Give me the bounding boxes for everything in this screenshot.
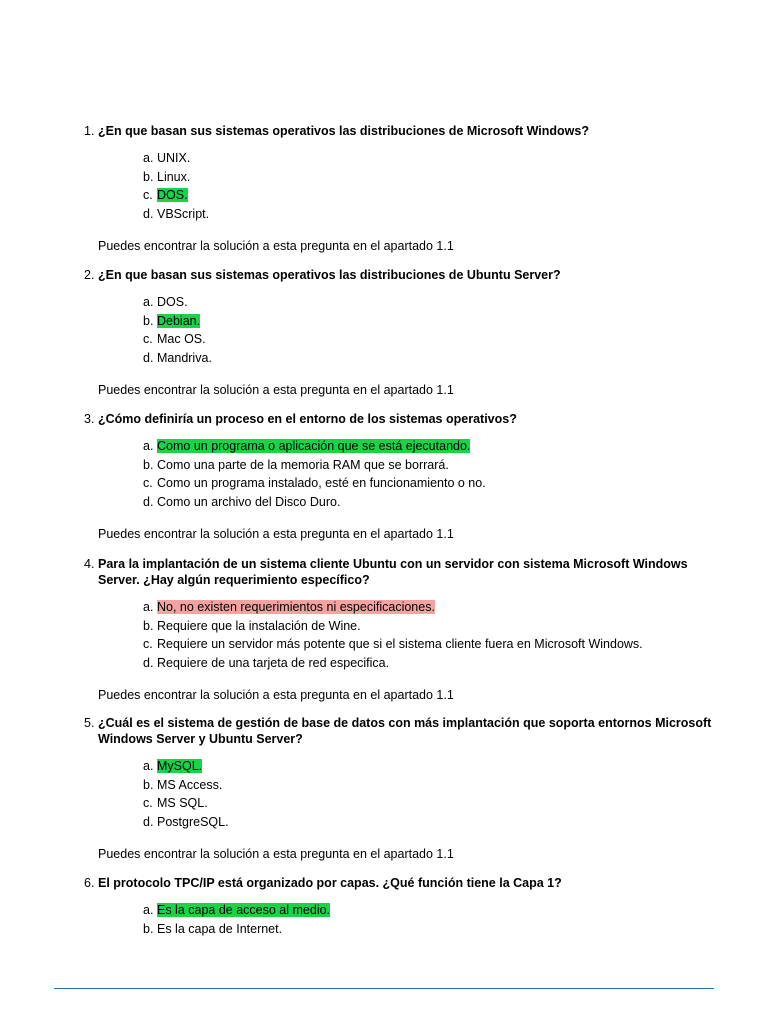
- option-letter: d.: [143, 814, 154, 829]
- question-number: 5.: [84, 716, 95, 730]
- option-d: [84, 654, 724, 673]
- option-b: [84, 617, 724, 636]
- option-letter: b.: [143, 921, 154, 936]
- option-letter: b.: [143, 777, 154, 792]
- option-text: Mac OS.: [157, 332, 206, 346]
- option-text: Como una parte de la memoria RAM que se borrará.: [157, 457, 449, 472]
- option-letter: d.: [143, 494, 154, 509]
- option-b: [84, 456, 724, 475]
- option-c: [84, 474, 724, 493]
- question-5: [84, 715, 724, 862]
- option-d: [84, 349, 724, 368]
- question-2: [84, 267, 724, 398]
- question-text: ¿Cuál es el sistema de gestión de base de datos con más implantación que soporta entornos Microsoft Windows Server y Ubuntu Server?: [98, 716, 712, 746]
- option-c: [84, 186, 724, 205]
- options-list: [84, 901, 724, 938]
- option-text-correct: Como un programa o aplicación que se está ejecutando.: [157, 439, 471, 453]
- option-letter: a.: [143, 903, 154, 917]
- option-text-correct: Debian.: [157, 313, 201, 328]
- option-a: [84, 293, 724, 312]
- option-text-correct: Es la capa de acceso al medio.: [157, 903, 331, 917]
- option-letter: b.: [143, 313, 154, 328]
- option-letter: d.: [143, 655, 154, 670]
- solution-hint: Puedes encontrar la solución a esta pregunta en el apartado 1.1: [98, 688, 454, 702]
- option-letter: c.: [143, 332, 153, 346]
- option-c: [84, 635, 724, 654]
- option-d: [84, 205, 724, 224]
- question-text: ¿Cómo definiría un proceso en el entorno de los sistemas operativos?: [98, 412, 517, 426]
- option-text: Como un programa instalado, esté en funcionamiento o no.: [157, 476, 486, 490]
- question-1: [84, 123, 724, 254]
- option-letter: d.: [143, 206, 154, 221]
- option-letter: a.: [143, 151, 154, 165]
- question-number: 4.: [84, 557, 95, 571]
- question-4: [84, 556, 724, 703]
- solution-hint: Puedes encontrar la solución a esta pregunta en el apartado 1.1: [98, 847, 454, 861]
- option-letter: c.: [143, 796, 153, 810]
- option-letter: b.: [143, 457, 154, 472]
- option-text-incorrect: No, no existen requerimientos ni especificaciones.: [157, 600, 435, 614]
- option-c: [84, 330, 724, 349]
- option-letter: a.: [143, 439, 154, 453]
- option-letter: a.: [143, 600, 154, 614]
- solution-hint: Puedes encontrar la solución a esta pregunta en el apartado 1.1: [98, 383, 454, 397]
- option-a: [84, 149, 724, 168]
- options-list: [84, 293, 724, 367]
- option-a: [84, 437, 724, 456]
- option-text: Es la capa de Internet.: [157, 921, 283, 936]
- option-d: [84, 813, 724, 832]
- question-6: [84, 875, 724, 938]
- option-letter: b.: [143, 169, 154, 184]
- question-3: [84, 411, 724, 542]
- option-text: UNIX.: [157, 151, 191, 165]
- option-text: DOS.: [157, 295, 188, 309]
- question-number: 3.: [84, 412, 95, 426]
- option-text: Linux.: [157, 169, 191, 184]
- option-letter: c.: [143, 637, 153, 651]
- option-text: VBScript.: [157, 206, 210, 221]
- question-text: ¿En que basan sus sistemas operativos las distribuciones de Microsoft Windows?: [98, 124, 589, 138]
- option-letter: a.: [143, 759, 154, 773]
- option-a: [84, 598, 724, 617]
- option-text: MS Access.: [157, 777, 223, 792]
- option-c: [84, 794, 724, 813]
- option-text: MS SQL.: [157, 796, 208, 810]
- option-text: Requiere un servidor más potente que si el sistema cliente fuera en Microsoft Windows.: [157, 637, 643, 651]
- option-letter: b.: [143, 618, 154, 633]
- option-b: [84, 920, 724, 939]
- solution-hint: Puedes encontrar la solución a esta pregunta en el apartado 1.1: [98, 527, 454, 541]
- option-letter: c.: [143, 188, 153, 202]
- option-text-correct: MySQL.: [157, 759, 203, 773]
- option-b: [84, 312, 724, 331]
- options-list: [84, 598, 724, 672]
- question-text: Para la implantación de un sistema cliente Ubuntu con un servidor con sistema Microsoft Windows Server. ¿Hay algún requerimiento específico?: [98, 557, 688, 587]
- options-list: [84, 757, 724, 831]
- option-text: Mandriva.: [157, 350, 212, 365]
- option-letter: d.: [143, 350, 154, 365]
- footer-rule: [54, 988, 714, 989]
- option-d: [84, 493, 724, 512]
- option-a: [84, 757, 724, 776]
- question-number: 1.: [84, 124, 95, 138]
- option-text: Requiere de una tarjeta de red especifica.: [157, 655, 390, 670]
- options-list: [84, 149, 724, 223]
- option-text: Como un archivo del Disco Duro.: [157, 494, 341, 509]
- option-text: Requiere que la instalación de Wine.: [157, 618, 361, 633]
- option-b: [84, 168, 724, 187]
- question-number: 2.: [84, 268, 95, 282]
- solution-hint: Puedes encontrar la solución a esta pregunta en el apartado 1.1: [98, 239, 454, 253]
- option-a: [84, 901, 724, 920]
- option-letter: a.: [143, 295, 154, 309]
- question-number: 6.: [84, 876, 95, 890]
- options-list: [84, 437, 724, 511]
- option-letter: c.: [143, 476, 153, 490]
- question-text: ¿En que basan sus sistemas operativos las distribuciones de Ubuntu Server?: [98, 268, 561, 282]
- question-text: El protocolo TPC/IP está organizado por capas. ¿Qué función tiene la Capa 1?: [98, 876, 562, 890]
- option-text-correct: DOS.: [157, 188, 188, 202]
- option-b: [84, 776, 724, 795]
- option-text: PostgreSQL.: [157, 814, 229, 829]
